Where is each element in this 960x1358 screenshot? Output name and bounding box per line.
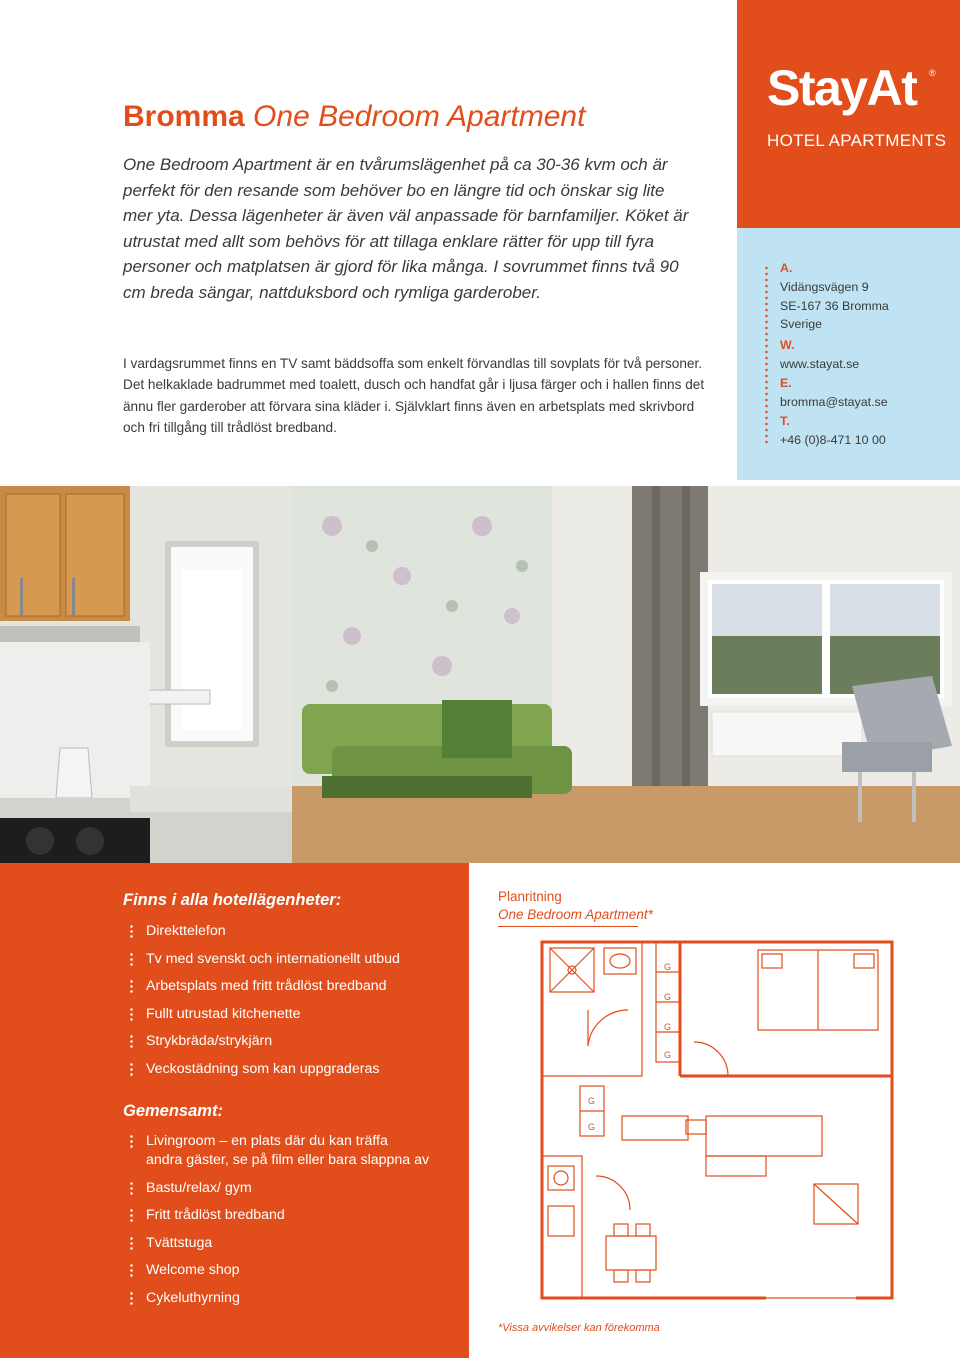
brand-header — [737, 0, 960, 228]
wardrobe-mark: G — [588, 1096, 596, 1106]
list-item: Fullt utrustad kitchenette — [146, 1005, 466, 1024]
address-country: Sverige — [780, 317, 823, 332]
contact-box — [737, 228, 960, 480]
stayat-logo: StayAt — [767, 60, 917, 116]
floorplan-drawing — [496, 936, 898, 1304]
shared-list — [146, 1132, 466, 1308]
features-heading: Finns i alla hotellägenheter: — [123, 891, 342, 909]
list-item: Welcome shop — [146, 1261, 466, 1280]
plan-disclaimer: *Vissa avvikelser kan förekomma — [498, 1322, 660, 1334]
list-item: Arbetsplats med fritt trådlöst bredband — [146, 977, 466, 996]
wardrobe-mark: G — [664, 992, 672, 1002]
title-apartment-type: One Bedroom Apartment — [253, 100, 586, 133]
address-postcode: SE-167 36 Bromma — [780, 298, 889, 313]
address-label: A. — [780, 261, 793, 275]
contact-address — [780, 259, 889, 334]
kitchen-photo — [0, 486, 292, 863]
phone-number: +46 (0)8-471 10 00 — [780, 432, 886, 447]
living-room-photo — [292, 486, 960, 863]
list-item: Tv med svenskt och internationellt utbud — [146, 950, 466, 969]
web-link[interactable]: www.stayat.se — [780, 356, 860, 371]
email-link[interactable]: bromma@stayat.se — [780, 394, 888, 409]
livingroom-line-2: andra gäster, se på film eller bara slappna av — [146, 1152, 430, 1168]
phone-label: T. — [780, 414, 790, 428]
shared-heading: Gemensamt: — [123, 1102, 223, 1120]
registered-mark: ® — [929, 68, 936, 78]
title-location: Bromma — [123, 100, 245, 133]
features-list — [146, 922, 466, 1079]
intro-paragraph: One Bedroom Apartment är en tvårumslägenhet på ca 30-36 kvm och är perfekt för den resande som behöver bo en längre tid och önskar sig lite mer yta. Dessa lägenheter är även väl anpassade för barnfamiljer. Köket är utrustat med allt som behövs för att tillaga enklare rätter för upp till fyra personer och matplatsen är gjord för lika många. I sovrummet finns två 90 cm breda sängar, nattduksbord och rymliga garderober. — [123, 155, 689, 302]
list-item: Tvättstuga — [146, 1234, 466, 1253]
contact-phone — [780, 412, 886, 450]
list-item: Cykeluthyrning — [146, 1289, 466, 1308]
list-item: Direkttelefon — [146, 922, 466, 941]
body-paragraph: I vardagsrummet finns en TV samt bäddsoffa som enkelt förvandlas till sovplats för två personer. Det helkaklade badrummet med toalett, dusch och handfat går i ljusa färger och i hallen finns det ännu fler garderober att förvara sina kläder i. Självklart finns även en arbetsplats med skrivbord och fri tillgång till trådlöst bredband. — [123, 356, 705, 435]
web-label: W. — [780, 338, 795, 352]
list-item: Fritt trådlöst bredband — [146, 1206, 466, 1225]
dotted-divider — [765, 265, 768, 445]
list-item: Strykbräda/strykjärn — [146, 1032, 466, 1051]
list-item: Bastu/relax/ gym — [146, 1179, 466, 1198]
list-item — [146, 1132, 466, 1170]
page-title — [123, 98, 585, 136]
contact-web — [780, 336, 859, 374]
list-item: Veckostädning som kan uppgraderas — [146, 1060, 466, 1079]
logo-subtitle: HOTEL APARTMENTS — [767, 131, 947, 150]
email-label: E. — [780, 376, 792, 390]
wardrobe-mark: G — [664, 1022, 672, 1032]
wardrobe-mark: G — [588, 1122, 596, 1132]
wardrobe-mark: G — [664, 1050, 672, 1060]
address-street: Vidängsvägen 9 — [780, 279, 869, 294]
livingroom-line-1: Livingroom – en plats där du kan träffa — [146, 1133, 388, 1149]
plan-subtitle: One Bedroom Apartment* — [498, 907, 653, 922]
wardrobe-mark: G — [664, 962, 672, 972]
plan-title-underline — [498, 926, 638, 927]
contact-email — [780, 374, 888, 412]
plan-title: Planritning — [498, 889, 562, 904]
